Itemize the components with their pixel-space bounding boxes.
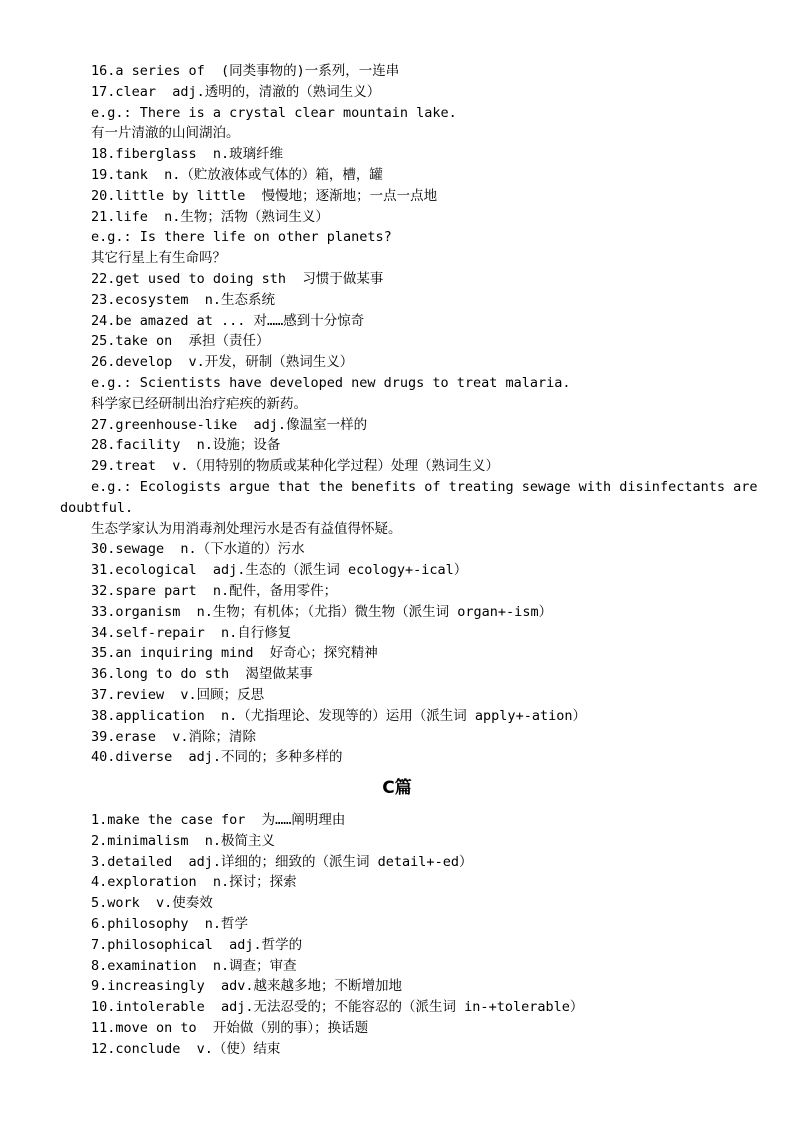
vocab-line: 33.organism n.生物；有机体；（尤指）微生物（派生词 organ+-ism） bbox=[91, 603, 553, 620]
vocab-line: 3.detailed adj.详细的；细致的（派生词 detail+-ed） bbox=[91, 853, 473, 870]
vocab-line: e.g.: There is a crystal clear mountain lake. bbox=[91, 104, 457, 121]
vocab-line: 12.conclude v.（使）结束 bbox=[91, 1040, 281, 1057]
vocab-line: 36.long to do sth 渴望做某事 bbox=[91, 666, 313, 683]
section-c-heading: C篇 bbox=[382, 778, 412, 798]
vocab-line: 1.make the case for 为……阐明理由 bbox=[91, 812, 346, 828]
vocab-line: 38.application n.（尤指理论、发现等的）运用（派生词 apply+-ation） bbox=[91, 707, 586, 724]
vocab-line: 4.exploration n.探讨；探索 bbox=[91, 874, 297, 891]
vocab-line: 20.little by little 慢慢地；逐渐地；一点一点地 bbox=[91, 187, 438, 204]
vocab-line: 10.intolerable adj.无法忍受的；不能容忍的（派生词 in-+tolerable） bbox=[91, 999, 584, 1016]
vocab-line: e.g.: Scientists have developed new drugs to treat malaria. bbox=[91, 375, 571, 391]
vocab-line: 32.spare part n.配件，备用零件； bbox=[91, 583, 338, 599]
vocab-line: 17.clear adj.透明的，清澈的（熟词生义） bbox=[91, 83, 381, 100]
vocab-line: e.g.: Ecologists argue that the benefits of treating sewage with disinfectants are bbox=[91, 479, 758, 495]
vocab-line: 9.increasingly adv.越来越多地；不断增加地 bbox=[91, 978, 403, 995]
vocab-line: 5.work v.使奏效 bbox=[91, 895, 213, 912]
vocab-line: 2.minimalism n.极简主义 bbox=[91, 832, 276, 849]
vocab-line: 21.life n.生物；活物（熟词生义） bbox=[91, 208, 329, 225]
vocab-line: 35.an inquiring mind 好奇心；探究精神 bbox=[91, 645, 378, 662]
vocab-line: 31.ecological adj.生态的（派生词 ecology+-ical） bbox=[91, 562, 468, 579]
vocab-line: 23.ecosystem n.生态系统 bbox=[91, 291, 276, 308]
vocab-line: 30.sewage n.（下水道的）污水 bbox=[91, 541, 305, 558]
vocab-line: 22.get used to doing sth 习惯于做某事 bbox=[91, 271, 384, 287]
vocab-line: 27.greenhouse-like adj.像温室一样的 bbox=[91, 416, 368, 433]
vocab-line: 29.treat v.（用特别的物质或某种化学过程）处理（熟词生义） bbox=[91, 458, 500, 475]
vocab-line: 生态学家认为用消毒剂处理污水是否有益值得怀疑。 bbox=[91, 520, 402, 537]
vocab-line: 其它行星上有生命吗？ bbox=[91, 250, 226, 267]
vocab-line: 24.be amazed at ... 对……感到十分惊奇 bbox=[91, 312, 365, 329]
vocab-line: 6.philosophy n.哲学 bbox=[91, 916, 249, 932]
vocab-line: 40.diverse adj.不同的；多种多样的 bbox=[91, 749, 343, 766]
vocab-line: doubtful. bbox=[60, 499, 134, 516]
vocab-line: 39.erase v.消除；清除 bbox=[91, 728, 257, 745]
vocab-line: 7.philosophical adj.哲学的 bbox=[91, 936, 303, 953]
vocab-line: 18.fiberglass n.玻璃纤维 bbox=[91, 146, 284, 163]
vocab-line: 16.a series of (同类事物的)一系列，一连串 bbox=[91, 63, 400, 79]
vocab-line: e.g.: Is there life on other planets? bbox=[91, 229, 392, 246]
vocab-line: 25.take on 承担（责任） bbox=[91, 333, 270, 350]
vocab-line: 26.develop v.开发，研制（熟词生义） bbox=[91, 354, 354, 371]
vocab-line: 19.tank n.（贮放液体或气体的）箱，槽，罐 bbox=[91, 167, 383, 183]
vocab-line: 8.examination n.调查；审查 bbox=[91, 957, 297, 974]
vocab-line: 34.self-repair n.自行修复 bbox=[91, 624, 292, 641]
vocab-line: 28.facility n.设施；设备 bbox=[91, 437, 281, 454]
vocab-line: 科学家已经研制出治疗疟疾的新药。 bbox=[91, 395, 307, 412]
vocab-line: 37.review v.回顾；反思 bbox=[91, 687, 265, 703]
vocab-line: 11.move on to 开始做（别的事）；换话题 bbox=[91, 1020, 369, 1036]
vocab-line: 有一片清澈的山间湖泊。 bbox=[91, 125, 240, 142]
